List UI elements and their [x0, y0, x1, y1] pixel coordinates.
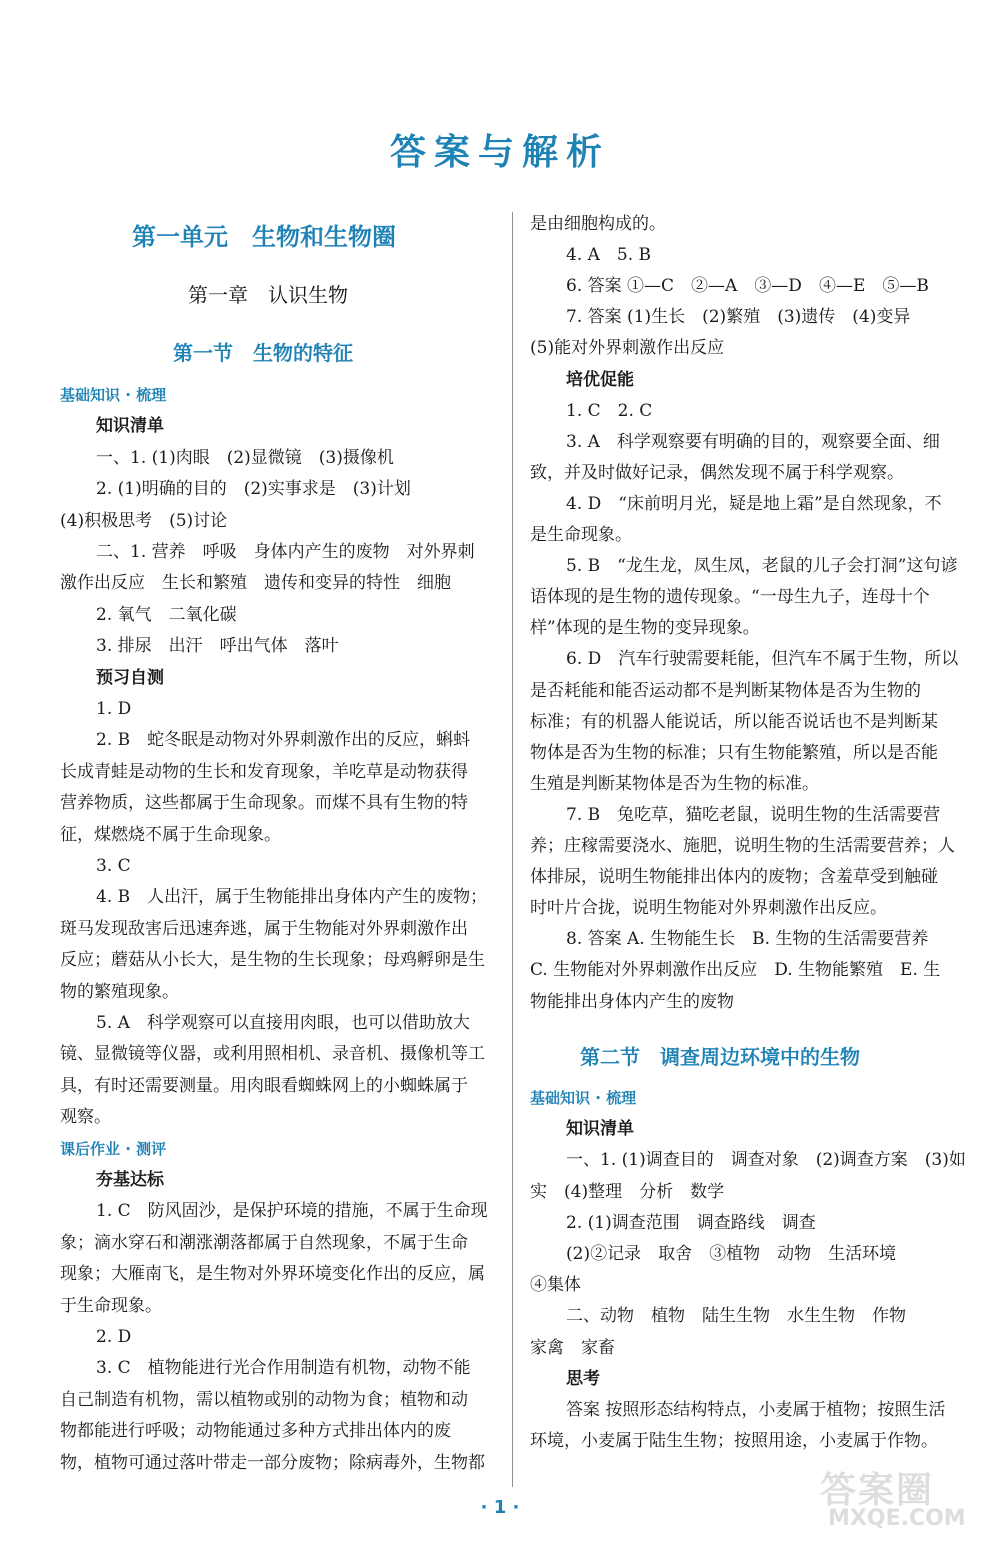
answer-line: 标准；有的机器人能说话，所以能否说话也不是判断某	[530, 711, 938, 732]
answer-line: 7. 答案 (1)生长 (2)繁殖 (3)遗传 (4)变异	[566, 307, 911, 328]
answer-line: 养；庄稼需要浇水、施肥，说明生物的生活需要营养；人	[530, 836, 955, 856]
section-heading: 第一节 生物的特征	[173, 341, 353, 365]
answer-line: 营养物质，这些都属于生命现象。而煤不具有生物的特	[60, 793, 468, 814]
answer-line: 家禽 家畜	[530, 1337, 615, 1358]
answer-line: 观察。	[60, 1107, 111, 1128]
answer-line: 斑马发现敌害后迅速奔逃，属于生物能对外界刺激作出	[60, 918, 468, 939]
answer-line: 自己制造有机物，需以植物或别的动物为食；植物和动	[60, 1389, 468, 1410]
answer-line: 1. C 防风固沙，是保护环境的措施，不属于生命现	[96, 1201, 488, 1222]
answer-line: 环境，小麦属于陆生生物；按照用途，小麦属于作物。	[530, 1431, 938, 1452]
answer-line: 象；滴水穿石和潮涨潮落都属于自然现象，不属于生命	[60, 1232, 468, 1253]
answer-line: 二、1. 营养 呼吸 身体内产生的废物 对外界刺	[96, 542, 475, 562]
answer-line: 时叶片合拢，说明生物能对外界刺激作出反应。	[530, 898, 887, 919]
answer-line: (4)积极思考 (5)讨论	[60, 510, 228, 531]
answer-line: 样”体现的是生物的变异现象。	[530, 618, 760, 639]
column-divider	[512, 212, 513, 1487]
answer-line: 征，煤燃烧不属于生命现象。	[60, 824, 281, 845]
answer-line: 3. C 植物能进行光合作用制造有机物，动物不能	[96, 1358, 471, 1379]
answer-line: 4. D “床前明月光，疑是地上霜”是自然现象，不	[566, 493, 942, 514]
answer-line: 体排尿，说明生物能排出体内的废物；含羞草受到触碰	[530, 867, 938, 888]
answer-line: 物体是否为生物的标准；只有生物能繁殖，所以是否能	[530, 742, 938, 763]
answer-line: 物能排出身体内产生的废物	[530, 991, 734, 1012]
answer-line: 致，并及时做好记录，偶然发现不属于科学观察。	[530, 462, 904, 483]
answer-line: 3. 排尿 出汗 呼出气体 落叶	[96, 636, 339, 657]
answer-line: 1. C 2. C	[566, 400, 653, 421]
answer-line: 长成青蛙是动物的生长和发育现象，羊吃草是动物获得	[60, 761, 468, 782]
answer-line: 一、1. (1)调查目的 调查对象 (2)调查方案 (3)如	[566, 1150, 966, 1171]
answer-line: (5)能对外界刺激作出反应	[530, 338, 725, 359]
section-tag: 基础知识 · 梳理	[530, 1089, 637, 1107]
answer-line: 2. (1)调查范围 调查路线 调查	[566, 1212, 816, 1233]
answer-line: 一、1. (1)肉眼 (2)显微镜 (3)摄像机	[96, 447, 394, 468]
answer-line: 8. 答案 A. 生物能生长 B. 生物的生活需要营养	[566, 929, 929, 950]
page-number: · 1 ·	[480, 1497, 520, 1518]
unit-heading: 第一单元 生物和生物圈	[132, 223, 396, 251]
answer-line: 物都能进行呼吸；动物能通过多种方式排出体内的废	[60, 1421, 451, 1442]
answer-line: 2. D	[96, 1327, 132, 1347]
section-tag: 课后作业 · 测评	[60, 1139, 167, 1158]
answer-line: 是由细胞构成的。	[530, 214, 666, 234]
watermark-logo	[820, 1462, 980, 1542]
answer-line: ④集体	[530, 1275, 581, 1296]
section2-heading: 第二节 调查周边环境中的生物	[580, 1045, 860, 1069]
chapter-heading: 第一章 认识生物	[188, 283, 348, 307]
answer-line: 生殖是判断某物体是否为生物的标准。	[530, 773, 819, 794]
answer-line: 现象；大雁南飞，是生物对外界环境变化作出的反应，属	[60, 1264, 485, 1285]
watermark-url: MXQE.COM	[828, 1506, 966, 1531]
answer-line: 5. A 科学观察可以直接用肉眼，也可以借助放大	[96, 1013, 470, 1033]
answer-line: 是否耗能和能否运动都不是判断某物体是否为生物的	[530, 680, 921, 701]
subheading: 知识清单	[566, 1119, 634, 1140]
answer-line: 2. (1)明确的目的 (2)实事求是 (3)计划	[96, 479, 411, 500]
answer-line: 激作出反应 生长和繁殖 遗传和变异的特性 细胞	[60, 573, 451, 594]
answer-line: C. 生物能对外界刺激作出反应 D. 生物能繁殖 E. 生	[530, 960, 941, 981]
subheading: 知识清单	[96, 416, 164, 437]
answer-line: 3. A 科学观察要有明确的目的，观察要全面、细	[566, 431, 940, 452]
answer-line: 3. C	[96, 856, 131, 876]
subheading: 预习自测	[96, 667, 164, 688]
answer-line: 语体现的是生物的遗传现象。“一母生九子，连母十个	[530, 587, 930, 608]
subheading: 培优促能	[566, 369, 634, 390]
answer-line: 7. B 兔吃草，猫吃老鼠，说明生物的生活需要营	[566, 804, 941, 825]
watermark-text: 答案圈	[820, 1470, 935, 1511]
answer-line: 于生命现象。	[60, 1295, 162, 1316]
answer-line: 是生命现象。	[530, 525, 632, 545]
answer-line: 2. B 蛇冬眠是动物对外界刺激作出的反应，蝌蚪	[96, 730, 471, 751]
answer-line: 4. B 人出汗，属于生物能排出身体内产生的废物；	[96, 887, 488, 908]
answer-line: 镜、显微镜等仪器，或利用照相机、录音机、摄像机等工	[60, 1044, 485, 1065]
section-tag: 基础知识 · 梳理	[60, 386, 167, 404]
main-title: 答案与解析	[389, 132, 610, 173]
answer-line: 二、动物 植物 陆生生物 水生生物 作物	[566, 1306, 906, 1327]
subheading: 夯基达标	[96, 1170, 164, 1190]
answer-line: 4. A 5. B	[566, 245, 652, 266]
answer-line: 6. 答案 ①—C ②—A ③—D ④—E ⑤—B	[566, 276, 929, 297]
answer-line: 物，植物可通过落叶带走一部分废物；除病毒外，生物都	[60, 1452, 485, 1473]
answer-line: 具，有时还需要测量。用肉眼看蜘蛛网上的小蜘蛛属于	[60, 1075, 468, 1096]
answer-line: 1. D	[96, 699, 132, 719]
answer-line: (2)②记录 取舍 ③植物 动物 生活环境	[566, 1244, 897, 1264]
subheading: 思考	[566, 1368, 600, 1389]
answer-line: 反应；蘑菇从小长大，是生物的生长现象；母鸡孵卵是生	[60, 950, 485, 971]
answer-line: 6. D 汽车行驶需要耗能，但汽车不属于生物，所以	[566, 649, 959, 670]
answer-line: 5. B “龙生龙，凤生凤，老鼠的儿子会打洞”这句谚	[566, 556, 958, 577]
answer-line: 2. 氧气 二氧化碳	[96, 604, 237, 625]
answer-line: 实 (4)整理 分析 数学	[530, 1181, 725, 1202]
answer-line: 物的繁殖现象。	[60, 981, 179, 1002]
answer-line: 答案 按照形态结构特点，小麦属于植物；按照生活	[566, 1400, 946, 1420]
